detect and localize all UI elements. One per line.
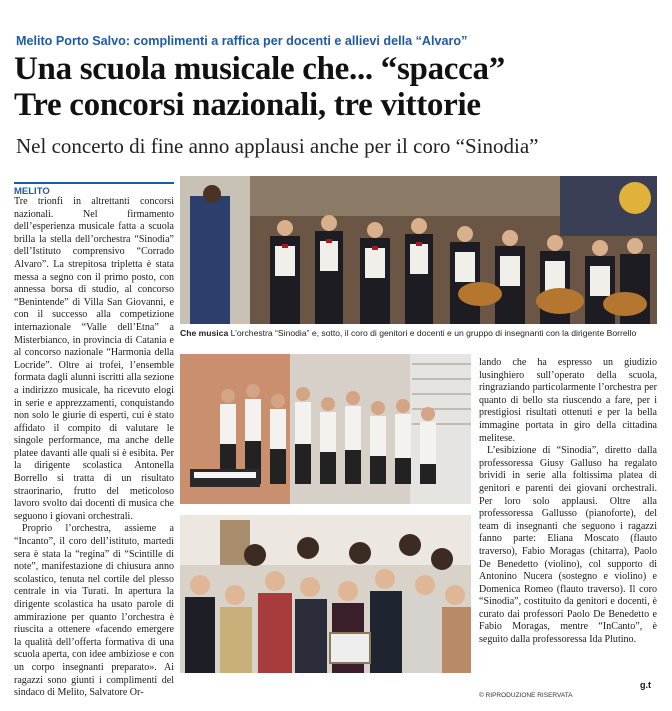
photo-caption (180, 328, 657, 338)
copyright-notice: © RIPRODUZIONE RISERVATA (479, 692, 573, 699)
paragraph: Tre trionfi in altrettanti concorsi nazionali. Nel firmamento dell’esperienza musicale fatta a scuola brilla la stella dell’orchestra “Sinodia” dell’Istituto comprensivo “Corrado Alvaro”. La strepitosa tripletta è stata messa a segno con il primo posto, con annessa borsa di studio, al concorso “Benintende” di Villa San Giovanni, e con il successo alla competizione internazionale “Valle dell’Etna” a Misterbianco, in provincia di Catania e al concorso nazionale “Harmonia della Locride”. Oltre ai trofei, l’ensemble formata dagli alunni iscritti alla sezione a indirizzo musicale, ha ricevuto elogi in serie e apprezzamenti, conquistando non solo le giurie di esperti, cui è stato affidato il compito di valutare le singole performance, ma anche delle platee davanti alle quali si è esibita. Per la dirigente scolastica Antonella Borrello si tratta di un risultato straorinario, frutto del meticoloso lavoro svolto dai docenti di musica che seguono i giovani orchestrali. (14, 196, 174, 522)
choir-photo (180, 354, 471, 504)
section-tag: MELITO (14, 182, 174, 197)
paragraph: L’esibizione di “Sinodia”, diretto dalla professoressa Giusy Galluso ha regalato brividi in serie alla foltissima platea di genitori e parenti dei giovani orchestrali. Per loro solo applausi. Oltre alla professoressa Gallusso (pianoforte), del team di insegnanti che seguono i ragazzi fanno parte: Eliana Moscato (flauto traverso), Fabio Moragas (chitarra), Paolo De Benedetto (violino), col supporto di Antonino Nucera (sostegno e violino) e Domenica Romeo (flauto traverso). Il coro “Sinodia”, costituito da genitori e docenti, è curato dai professori Paolo De Benedetto e Fabio Moragas, mentre “InCanto”, è seguito dalla professoressa Ida Plutino. (479, 445, 657, 646)
paragraph: lando che ha espresso un giudizio lusinghiero sull’operato della scuola, ringraziando particolarmente l’orchestra per quanto di bello sta riuscendo a fare, per i prestigiosi risultati ottenuti e per la bella immagine portata in giro della cittadina melitese. (479, 357, 657, 444)
headline-line-2: Tre concorsi nazionali, tre vittorie (14, 87, 481, 123)
orchestra-photo-illustration (180, 176, 657, 324)
headline-line-1: Una scuola musicale che... “spacca” (14, 51, 505, 87)
subheadline: Nel concerto di fine anno applausi anche per il coro “Sinodia” (16, 134, 539, 158)
choir-photo-illustration (180, 354, 471, 504)
caption-text: L’orchestra “Sinodia” e, sotto, il coro di genitori e docenti e un gruppo di insegnanti con la dirigente Borrello (228, 328, 637, 338)
teachers-group-photo-illustration (180, 515, 471, 673)
orchestra-photo (180, 176, 657, 324)
paragraph: Proprio l’orchestra, assieme a “Incanto”, il coro dell’istituto, martedì sera è stata la “regina” di “Scintille di note”, manifestazione di chiusura anno scolastico, tenuta nel cortile del plesso centrale in via Turati. In apertura la dirigente scolastica ha usato parole di ammirazione per quanto l’orchestra è riuscita a ottenere «facendo emergere la qualità dell’offerta formativa di una scuola aperta, con idee ambiziose e con un corpo insegnanti preparato». Ai ragazzi sono giunti i complimenti del sindaco di Melito, Salvatore Or- (14, 523, 174, 699)
author-signature: g.t (640, 680, 651, 690)
kicker: Melito Porto Salvo: complimenti a raffica per docenti e allievi della “Alvaro” (16, 34, 468, 48)
caption-lead: Che musica (180, 328, 229, 338)
article-column-1 (14, 196, 174, 700)
article-column-2 (479, 357, 657, 647)
teachers-group-photo (180, 515, 471, 673)
